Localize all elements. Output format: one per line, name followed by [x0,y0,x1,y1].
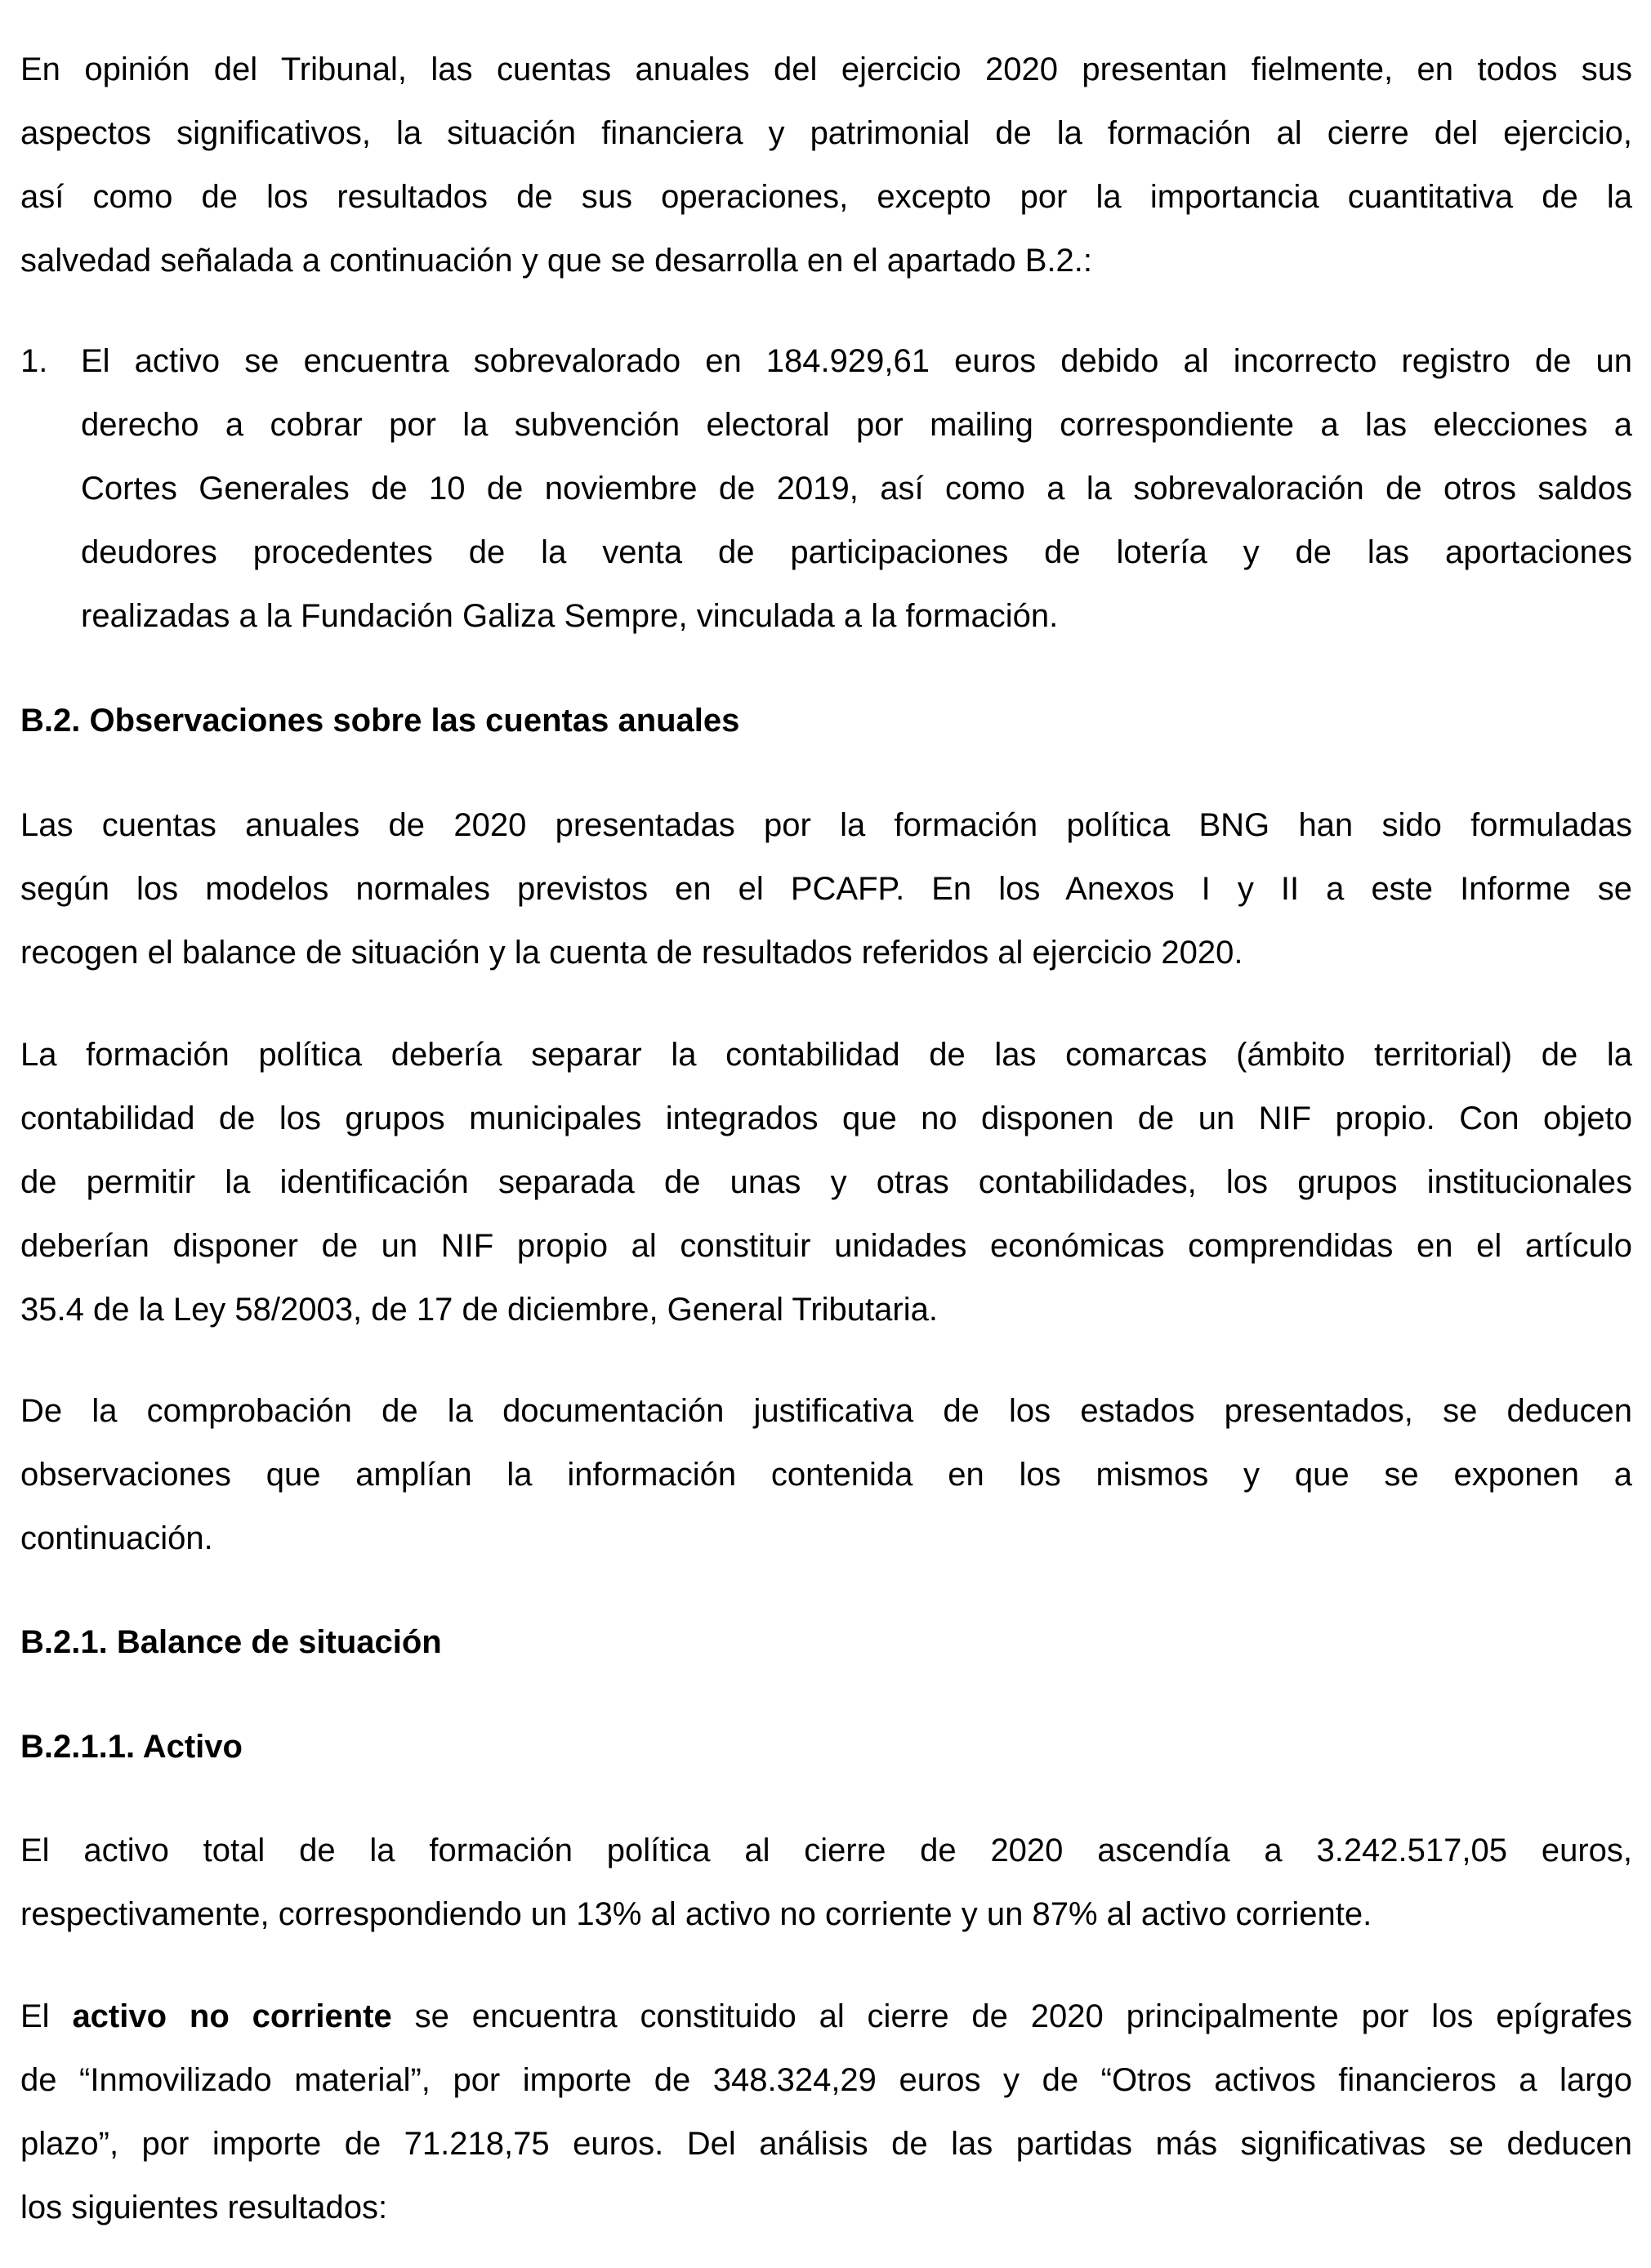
text-line: observaciones que amplían la información contenida en los mismos y que se exponen a [20,1457,1632,1493]
paragraph-cuentas [20,793,1632,984]
text-line: derecho a cobrar por la subvención electoral por mailing correspondiente a las elecciones a [81,407,1632,443]
heading-b2: B.2. Observaciones sobre las cuentas anuales [20,703,740,739]
text-line: El activo total de la formación política al cierre de 2020 ascendía a 3.242.517,05 euros, [20,1833,1632,1868]
paragraph-contabilidad [20,1023,1632,1342]
text-line: Cortes Generales de 10 de noviembre de 2019, así como a la sobrevaloración de otros saldos [81,471,1632,507]
text-line: La formación política debería separar la contabilidad de las comarcas (ámbito territorial) de la [20,1037,1632,1073]
text-line: plazo”, por importe de 71.218,75 euros. Del análisis de las partidas más significativas se deducen [20,2126,1632,2162]
text-line: contabilidad de los grupos municipales integrados que no disponen de un NIF propio. Con objeto [20,1101,1632,1136]
text-segment: se encuentra constituido al cierre de 2020 principalmente por los epígrafes [414,1998,1632,2034]
text-line: salvedad señalada a continuación y que se desarrolla en el apartado B.2.: [20,243,1093,279]
bold-term: activo no corriente [72,1998,392,2034]
text-line: realizadas a la Fundación Galiza Sempre, vinculada a la formación. [81,598,1059,634]
heading-b21: B.2.1. Balance de situación [20,1624,442,1660]
text-line: En opinión del Tribunal, las cuentas anuales del ejercicio 2020 presentan fielmente, en todos sus [20,51,1632,87]
text-line: de “Inmovilizado material”, por importe de 348.324,29 euros y de “Otros activos financieros a largo [20,2062,1632,2098]
paragraph-opinion [20,38,1632,292]
text-line: deudores procedentes de la venta de participaciones de lotería y de las aportaciones [81,534,1632,570]
text-line: continuación. [20,1520,213,1556]
paragraph-comprobacion [20,1379,1632,1570]
list-item [20,329,1632,648]
text-line: aspectos significativos, la situación financiera y patrimonial de la formación al cierre del ejercicio, [20,115,1632,151]
text-line: deberían disponer de un NIF propio al constituir unidades económicas comprendidas en el artículo [20,1228,1632,1264]
text-segment: El [20,1998,50,2034]
text-line: 35.4 de la Ley 58/2003, de 17 de diciembre, General Tributaria. [20,1292,938,1328]
text-line: de permitir la identificación separada de unas y otras contabilidades, los grupos institucionales [20,1164,1632,1200]
text-line [20,1984,1632,2048]
text-line: De la comprobación de la documentación justificativa de los estados presentados, se deducen [20,1393,1632,1429]
text-line: los siguientes resultados: [20,2190,388,2226]
paragraph-activo-no-corriente [20,1984,1632,2239]
text-line: respectivamente, correspondiendo un 13% al activo no corriente y un 87% al activo corriente. [20,1896,1372,1932]
text-line: según los modelos normales previstos en el PCAFP. En los Anexos I y II a este Informe se [20,871,1632,907]
list-number: 1. [20,343,48,379]
text-line: El activo se encuentra sobrevalorado en 184.929,61 euros debido al incorrecto registro de un [81,343,1632,379]
text-line: Las cuentas anuales de 2020 presentadas por la formación política BNG han sido formuladas [20,807,1632,843]
paragraph-activo-total [20,1819,1632,1946]
heading-b211: B.2.1.1. Activo [20,1729,243,1765]
text-line: así como de los resultados de sus operaciones, excepto por la importancia cuantitativa de la [20,179,1632,215]
text-line: recogen el balance de situación y la cuenta de resultados referidos al ejercicio 2020. [20,935,1243,971]
